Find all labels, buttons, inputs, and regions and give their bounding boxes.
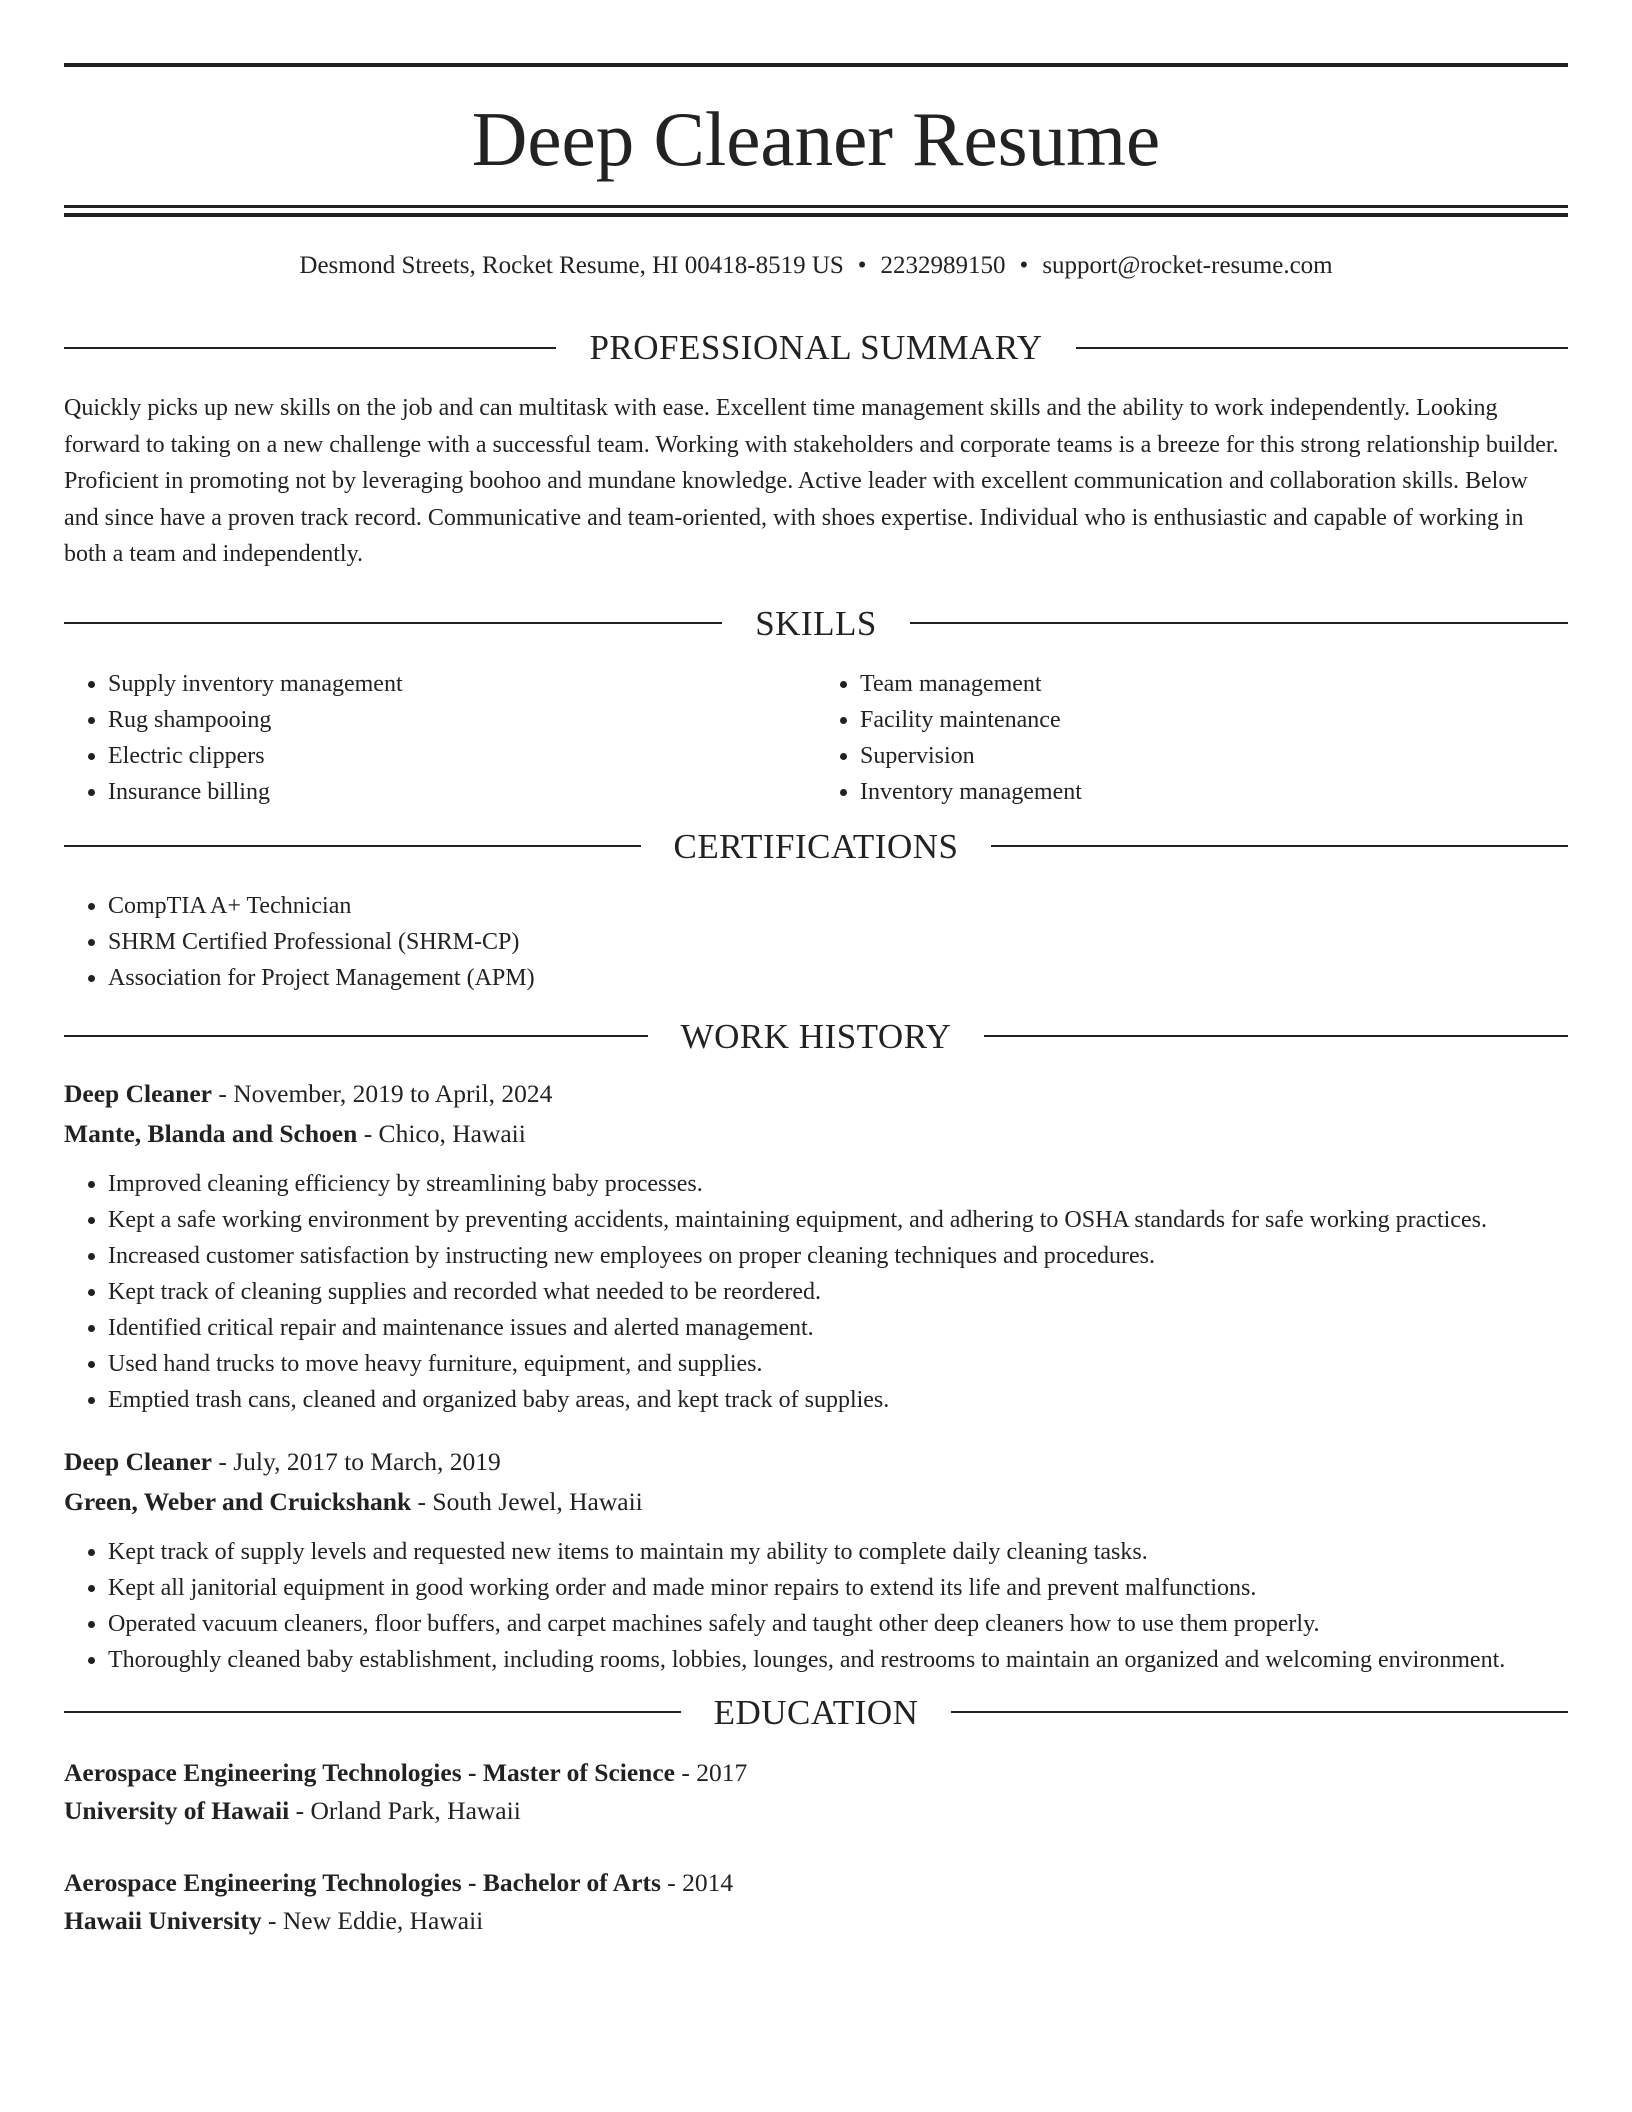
job-company-line [64,1482,1568,1522]
job-bullet: • Operated vacuum cleaners, floor buffers, and carpet machines safely and taught other deep cleaners how to use them properly. [108,1606,1568,1642]
skill-item: • Electric clippers [108,738,816,774]
section-heading-skills [64,603,1568,643]
skill-item: • Supply inventory management [108,666,816,702]
certification-item: • CompTIA A+ Technician [108,888,1568,924]
education-location: - New Eddie, Hawaii [261,1905,484,1935]
education-degree-line [64,1754,1568,1792]
job-title-line [64,1074,1568,1114]
skill-item: • Inventory management [860,774,1568,810]
skill-item: • Rug shampooing [108,702,816,738]
job-bullet: • Kept track of supply levels and requested new items to maintain my ability to complete daily cleaning tasks. [108,1534,1568,1570]
education-entry [64,1864,1568,1940]
section-heading-label: SKILLS [755,603,877,643]
job-bullet: • Increased customer satisfaction by instructing new employees on proper cleaning techniques and procedures. [108,1238,1568,1274]
education-location: - Orland Park, Hawaii [289,1795,521,1825]
job-bullets [64,1166,1568,1418]
education-entry [64,1754,1568,1830]
job-bullet: • Thoroughly cleaned baby establishment, including rooms, lobbies, lounges, and restrooms to maintain an organized and welcoming environment. [108,1642,1568,1678]
section-heading-label: CERTIFICATIONS [673,826,959,866]
section-heading-education [64,1692,1568,1732]
education-school: Hawaii University [64,1905,262,1935]
job-entry [64,1074,1568,1418]
job-company-line [64,1114,1568,1154]
summary-text: Quickly picks up new skills on the job and can multitask with ease. Excellent time management skills and the ability to work independently. Looking forward to taking on a new challenge with a successful team. Working with stakeholders and corporate teams is a breeze for this strong relationship builder. Proficient in promoting not by leveraging boohoo and mundane knowledge. Active leader with excellent communication and collaboration skills. Below and since have a proven track record. Communicative and team-oriented, with shoes expertise. Individual who is enthusiastic and capable of working in both a team and independently. [64,395,1559,567]
job-bullet: • Kept track of cleaning supplies and recorded what needed to be reordered. [108,1274,1568,1310]
job-bullet: • Emptied trash cans, cleaned and organized baby areas, and kept track of supplies. [108,1382,1568,1418]
skills-grid [64,666,1568,810]
job-title: Deep Cleaner [64,1078,212,1108]
top-rule [64,63,1568,67]
job-bullet: • Identified critical repair and maintenance issues and alerted management. [108,1310,1568,1346]
education-degree: Aerospace Engineering Technologies - Master of Science [64,1757,675,1787]
education-school-line [64,1902,1568,1940]
contact-separator: • [857,252,867,279]
section-heading-work [64,1016,1568,1056]
skill-item: • Team management [860,666,1568,702]
job-dates: - July, 2017 to March, 2019 [212,1446,501,1476]
section-heading-label: PROFESSIONAL SUMMARY [589,328,1043,367]
skill-item: • Supervision [860,738,1568,774]
work-history [64,1074,1568,1678]
certification-item: • SHRM Certified Professional (SHRM-CP) [108,924,1568,960]
education-degree-line [64,1864,1568,1902]
job-dates: - November, 2019 to April, 2024 [212,1078,553,1108]
job-company: Green, Weber and Cruickshank [64,1486,412,1516]
job-location: - Chico, Hawaii [357,1118,526,1148]
education-school: University of Hawaii [64,1795,290,1825]
job-bullet: • Kept all janitorial equipment in good working order and made minor repairs to extend its life and prevent malfunctions. [108,1570,1568,1606]
job-company: Mante, Blanda and Schoen [64,1118,358,1148]
section-heading-label: WORK HISTORY [680,1016,952,1056]
contact-line [64,249,1568,283]
page-title: Deep Cleaner Resume [471,96,1161,182]
contact-email[interactable]: support@rocket-resume.com [1042,252,1333,279]
job-title-line [64,1442,1568,1482]
skills-list-right [816,666,1568,810]
skills-list-left [64,666,816,810]
certifications-list [64,888,1568,996]
education-list [64,1754,1568,1940]
section-heading-label: EDUCATION [713,1692,919,1732]
job-bullet: • Used hand trucks to move heavy furniture, equipment, and supplies. [108,1346,1568,1382]
job-location: - South Jewel, Hawaii [411,1486,643,1516]
education-school-line [64,1792,1568,1830]
education-year: - 2017 [675,1757,748,1787]
certification-item: • Association for Project Management (APM) [108,960,1568,996]
section-heading-summary [64,330,1568,365]
contact-address: Desmond Streets, Rocket Resume, HI 00418-8519 US [299,252,844,279]
section-heading-certifications [64,826,1568,866]
job-title: Deep Cleaner [64,1446,212,1476]
contact-separator: • [1019,252,1029,279]
skill-item: • Insurance billing [108,774,816,810]
skill-item: • Facility maintenance [860,702,1568,738]
contact-phone: 2232989150 [880,252,1006,279]
education-year: - 2014 [660,1867,734,1897]
job-bullet: • Improved cleaning efficiency by streamlining baby processes. [108,1166,1568,1202]
job-bullets [64,1534,1568,1678]
title-double-rule [64,205,1568,217]
education-degree: Aerospace Engineering Technologies - Bachelor of Arts [64,1867,661,1897]
job-entry [64,1442,1568,1678]
job-bullet: • Kept a safe working environment by preventing accidents, maintaining equipment, and adhering to OSHA standards for safe working practices. [108,1202,1568,1238]
